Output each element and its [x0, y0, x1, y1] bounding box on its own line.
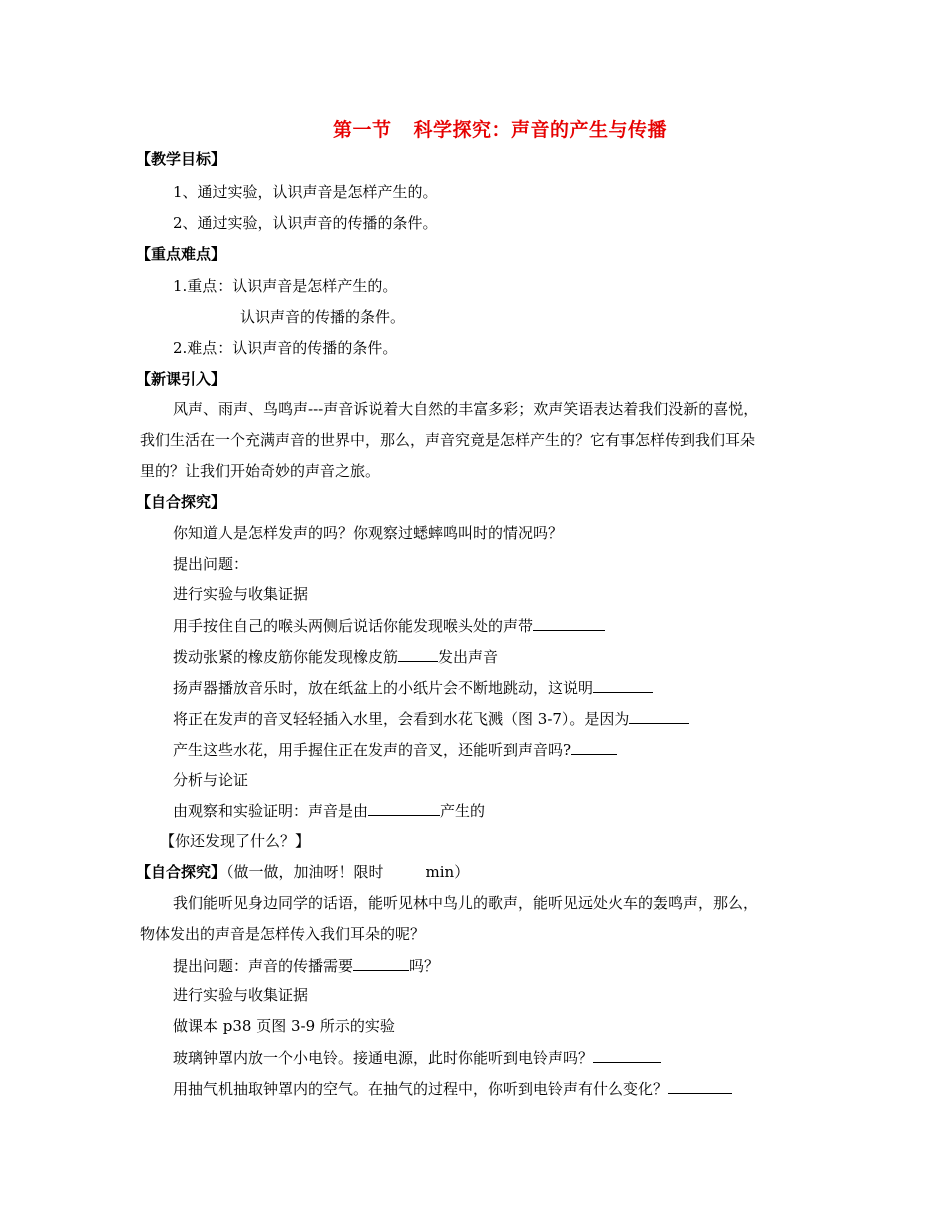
explore2-para-2: 物体发出的声音是怎样传入我们耳朵的呢？ [140, 925, 426, 943]
conclusion-text-b: 产生的 [440, 802, 486, 820]
answer-blank[interactable] [629, 709, 689, 724]
answer-blank[interactable] [593, 1048, 661, 1063]
explore2-ask [173, 956, 439, 975]
objective-item-2: 2、通过实验，认识声音的传播的条件。 [173, 214, 438, 232]
step-2-text: 用抽气机抽取钟罩内的空气。在抽气的过程中，你听到电铃声有什么变化？ [173, 1080, 669, 1098]
intro-heading: 【新课引入】 [136, 370, 227, 388]
step-3-text: 扬声器播放音乐时，放在纸盆上的小纸片会不断地跳动，这说明 [173, 679, 594, 697]
objective-item-1: 1、通过实验，认识声音是怎样产生的。 [173, 183, 438, 201]
conclusion-text-a: 由观察和实验证明：声音是由 [173, 802, 369, 820]
answer-blank[interactable] [593, 678, 653, 693]
key-point-1-cont: 认识声音的传播的条件。 [240, 308, 406, 326]
explore2-step-1 [173, 1048, 661, 1067]
explore1-step-3 [173, 678, 653, 697]
intro-line-3: 里的？让我们开始奇妙的声音之旅。 [140, 462, 381, 480]
answer-blank[interactable] [533, 616, 605, 631]
key-point-1: 1.重点：认识声音是怎样产生的。 [173, 277, 398, 295]
answer-blank[interactable] [668, 1079, 732, 1094]
answer-blank[interactable] [353, 956, 409, 971]
step-5-text: 产生这些水花，用手握住正在发声的音叉，还能听到声音吗? [173, 741, 572, 759]
step-2-text-a: 拨动张紧的橡皮筋你能发现橡皮筋 [173, 648, 399, 666]
key-point-2: 2.难点：认识声音的传播的条件。 [173, 339, 398, 357]
step-4-text: 将正在发声的音叉轻轻插入水里，会看到水花飞溅（图 3-7）。是因为 [173, 710, 630, 728]
explore1-question: 你知道人是怎样发声的吗？你观察过蟋蟀鸣叫时的情况吗？ [173, 524, 564, 542]
step-2-text-b: 发出声音 [438, 648, 499, 666]
page-title [0, 115, 950, 142]
explore1-step-4 [173, 709, 689, 728]
objectives-heading: 【教学目标】 [136, 150, 227, 168]
intro-line-1: 风声、雨声、鸟鸣声---声音诉说着大自然的丰富多彩；欢声笑语表达着我们没新的喜悦， [173, 400, 759, 418]
explore1-heading: 【自合探究】 [136, 493, 227, 511]
step-1-text: 用手按住自己的喉头两侧后说话你能发现喉头处的声带 [173, 617, 534, 635]
explore1-experiment: 进行实验与收集证据 [173, 585, 309, 603]
ask-text-b: 吗？ [409, 957, 440, 975]
explore1-step-2 [173, 647, 498, 666]
answer-blank[interactable] [398, 647, 438, 662]
explore2-heading-line [136, 863, 469, 881]
explore2-experiment: 进行实验与收集证据 [173, 986, 309, 1004]
ask-text-a: 提出问题：声音的传播需要 [173, 957, 354, 975]
explore2-note-unit: min） [425, 863, 470, 881]
intro-line-2: 我们生活在一个充满声音的世界中，那么，声音究竟是怎样产生的？它有事怎样传到我们耳朵 [140, 431, 756, 449]
explore1-discover: 【你还发现了什么？】 [160, 832, 311, 850]
explore1-conclusion [173, 801, 485, 820]
explore2-note: （做一做，加油呀！限时 [226, 863, 384, 881]
key-points-heading: 【重点难点】 [136, 245, 227, 263]
answer-blank[interactable] [368, 801, 440, 816]
answer-blank[interactable] [571, 740, 617, 755]
explore2-step-2 [173, 1079, 732, 1098]
explore1-step-1 [173, 616, 605, 635]
explore1-step-5 [173, 740, 617, 759]
explore2-heading: 【自合探究】 [136, 863, 227, 881]
explore1-ask: 提出问题： [173, 555, 249, 573]
explore2-book: 做课本 p38 页图 3-9 所示的实验 [173, 1017, 395, 1035]
title-section: 第一节 [332, 119, 392, 141]
step-1-text: 玻璃钟罩内放一个小电铃。接通电源，此时你能听到电铃声吗？ [173, 1049, 594, 1067]
explore1-analysis: 分析与论证 [173, 771, 249, 789]
explore2-para-1: 我们能听见身边同学的话语，能听见林中鸟儿的歌声，能听见远处火车的轰鸣声，那么， [173, 894, 759, 912]
title-topic: 科学探究：声音的产生与传播 [413, 119, 668, 141]
